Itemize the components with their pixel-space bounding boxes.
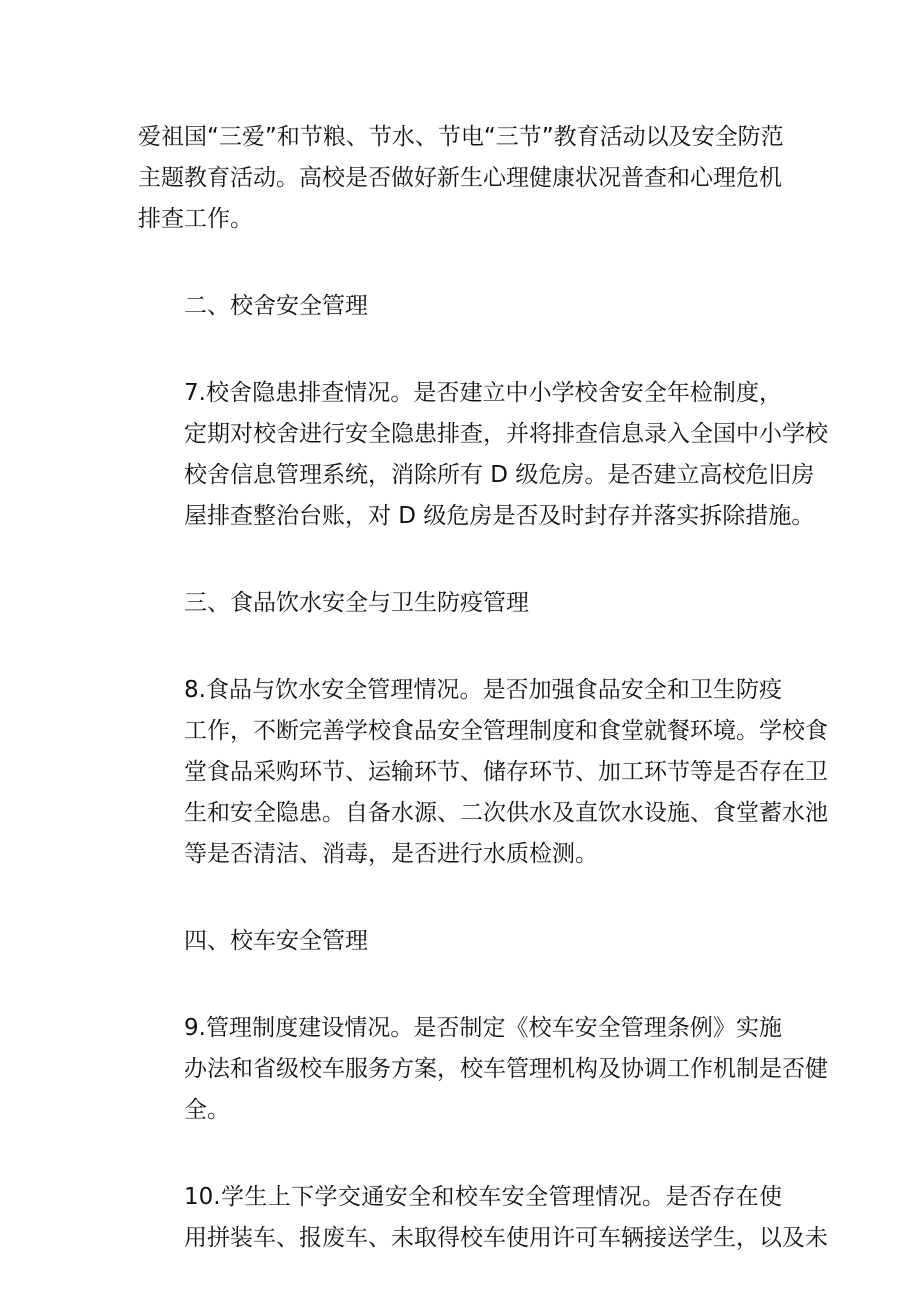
body-paragraph (138, 1177, 828, 1259)
text-line: 用拼装车、报废车、未取得校车使用许可车辆接送学生，以及未 (184, 1225, 828, 1251)
text-line: 7.校舍隐患排查情况。是否建立中小学校舍安全年检制度， (184, 380, 782, 406)
document-body (138, 117, 828, 1305)
text-line: 办法和省级校车服务方案，校车管理机构及协调工作机制是否健 (184, 1056, 828, 1082)
text-line: 工作，不断完善学校食品安全管理制度和食堂就餐环境。学校食 (184, 718, 828, 744)
body-paragraph (138, 373, 828, 537)
body-paragraph (138, 670, 828, 875)
text-line: 10.学生上下学交通安全和校车安全管理情况。是否存在使 (184, 1184, 782, 1210)
body-paragraph (138, 117, 782, 240)
text-line: 排查工作。 (138, 206, 253, 232)
text-line: 8.食品与饮水安全管理情况。是否加强食品安全和卫生防疫 (184, 677, 782, 703)
text-line: 定期对校舍进行安全隐患排查，并将排查信息录入全国中小学校 (184, 421, 828, 447)
section-heading (138, 921, 782, 962)
text-line: 主题教育活动。高校是否做好新生心理健康状况普查和心理危机 (138, 165, 782, 191)
text-line: 堂食品采购环节、运输环节、储存环节、加工环节等是否存在卫 (184, 759, 828, 785)
text-line: 校舍信息管理系统，消除所有 D 级危房。是否建立高校危旧房 (184, 462, 815, 488)
text-line: 全。 (184, 1097, 230, 1123)
text-line: 二、校舍安全管理 (184, 293, 368, 319)
section-heading (138, 286, 782, 327)
text-line: 四、校车安全管理 (184, 928, 368, 954)
text-line: 三、食品饮水安全与卫生防疫管理 (184, 590, 529, 616)
body-paragraph (138, 1008, 828, 1131)
text-line: 9.管理制度建设情况。是否制定《校车安全管理条例》实施 (184, 1015, 782, 1041)
text-line: 等是否清洁、消毒，是否进行水质检测。 (184, 841, 598, 867)
text-line: 生和安全隐患。自备水源、二次供水及直饮水设施、食堂蓄水池 (184, 800, 828, 826)
text-line: 屋排查整治台账，对 D 级危房是否及时封存并落实拆除措施。 (184, 503, 815, 529)
section-heading (138, 583, 782, 624)
text-line: 爱祖国“三爱”和节粮、节水、节电“三节”教育活动以及安全防范 (138, 124, 784, 150)
